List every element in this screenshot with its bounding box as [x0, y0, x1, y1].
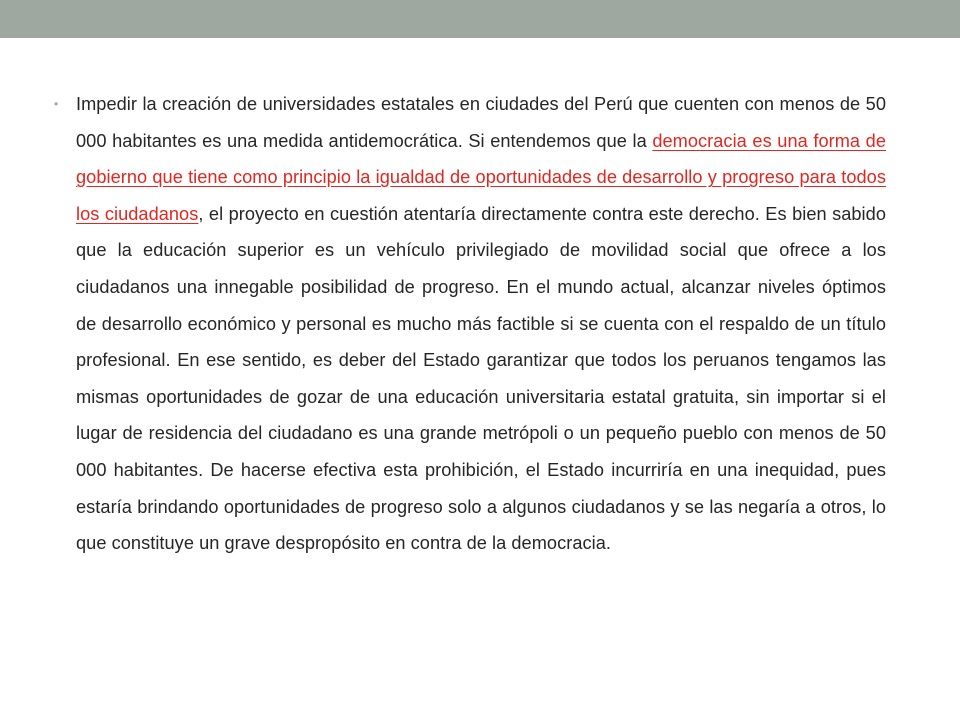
highlighted-definition: democracia es una forma de gobierno que tiene como principio la igualdad de oportunidades de desarrollo y progreso para todos los ciudadanos — [76, 130, 887, 224]
top-bar — [0, 0, 960, 38]
bullet-dot-icon: • — [54, 97, 59, 111]
bullet-item — [54, 86, 886, 562]
paragraph-segment-2: , el proyecto en cuestión atentaría directamente contra este derecho. Es bien sabido que la educación superior es un vehículo privilegiado de movilidad social que ofrece a los ciudadanos una innegable posibilidad de progreso. En el mundo actual, alcanzar niveles óptimos de desarrollo económico y personal es mucho más factible si se cuenta con el respaldo de un título profesional. En ese sentido, es deber del Estado garantizar que todos los peruanos tengamos las mismas oportunidades de gozar de una educación universitaria estatal gratuita, sin importar si el lugar de residencia del ciudadano es una grande metrópoli o un pequeño pueblo con menos de 50 000 habitantes. De hacerse efectiva esta prohibición, el Estado incurriría en una inequidad, pues estaría brindando oportunidades de progreso solo a algunos ciudadanos y se las negaría a otros, lo que constituye un grave despropósito en contra de la democracia. — [76, 203, 886, 554]
slide-content — [54, 86, 886, 562]
paragraph-segment-1: Impedir la creación de universidades estatales en ciudades del Perú que cuenten con menos de 50 000 habitantes es una medida antidemocrática. Si entendemos que la — [76, 94, 886, 151]
paragraph-text — [76, 86, 886, 562]
